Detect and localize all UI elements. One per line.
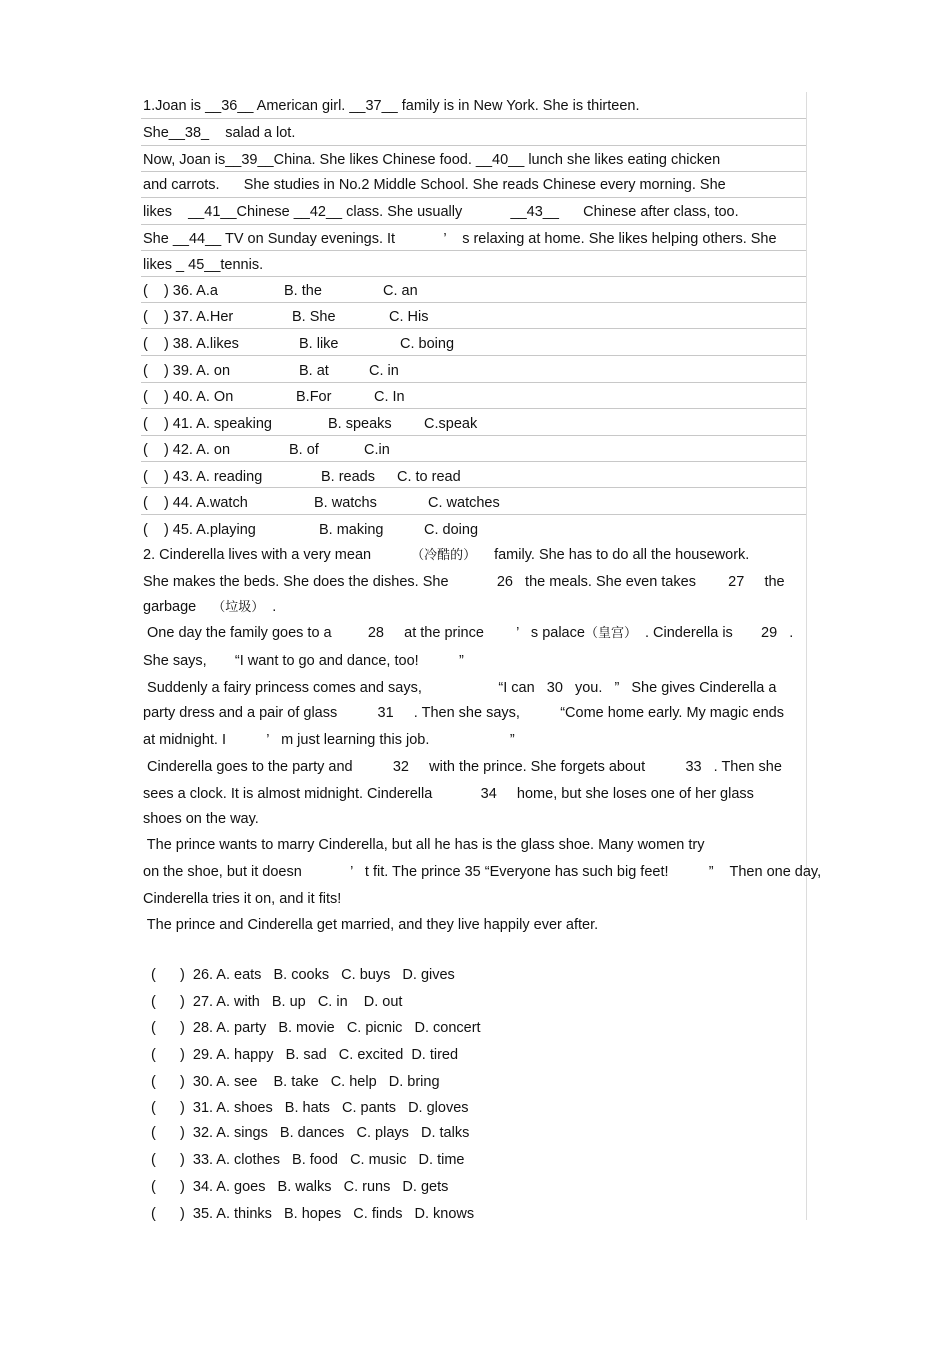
passage-line: party dress and a pair of glass 31 . Then she says, “Come home early. My magic ends bbox=[143, 705, 784, 721]
passage-line: She makes the beds. She does the dishes. She 26 the meals. She even takes 27 the bbox=[143, 574, 785, 590]
question-option-a: ( ) 40. A. On bbox=[143, 389, 234, 405]
text-span: 2. Cinderella lives with a very mean bbox=[143, 547, 372, 563]
row-divider bbox=[141, 355, 806, 356]
question-option-b: B. of bbox=[289, 442, 319, 458]
question-row: ( ) 29. A. happy B. sad C. excited D. tired bbox=[151, 1047, 459, 1063]
text-span: One day the family goes to a 28 at the prince ’ s palace bbox=[143, 625, 585, 641]
chinese-gloss: （垃圾） bbox=[212, 600, 265, 615]
question-option-b: B. at bbox=[299, 363, 329, 379]
question-row: ( ) 35. A. thinks B. hopes C. finds D. knows bbox=[151, 1206, 475, 1222]
row-divider bbox=[141, 302, 806, 303]
question-option-b: B. reads bbox=[321, 469, 375, 485]
passage-line: and carrots. She studies in No.2 Middle School. She reads Chinese every morning. She bbox=[143, 177, 726, 193]
passage-line bbox=[143, 546, 749, 565]
passage-line bbox=[143, 624, 793, 643]
question-option-a: ( ) 45. A.playing bbox=[143, 522, 256, 538]
question-option-c: C. His bbox=[389, 309, 429, 325]
row-divider bbox=[141, 487, 806, 488]
row-divider bbox=[141, 224, 806, 225]
question-option-a: ( ) 42. A. on bbox=[143, 442, 231, 458]
passage-line: She says, “I want to go and dance, too! ” bbox=[143, 653, 464, 669]
text-span: . bbox=[272, 599, 277, 615]
question-option-c: C. In bbox=[374, 389, 405, 405]
question-option-c: C.speak bbox=[424, 416, 478, 432]
question-option-c: C. in bbox=[369, 363, 399, 379]
question-option-c: C. watches bbox=[428, 495, 500, 511]
question-row: ( ) 30. A. see B. take C. help D. bring bbox=[151, 1074, 440, 1090]
question-option-c: C. an bbox=[383, 283, 418, 299]
row-divider bbox=[141, 145, 806, 146]
chinese-gloss: （皇宫） bbox=[584, 626, 637, 641]
row-divider bbox=[141, 328, 806, 329]
row-divider bbox=[141, 514, 806, 515]
row-divider bbox=[141, 276, 806, 277]
passage-line: She__38_ salad a lot. bbox=[143, 125, 296, 141]
question-option-c: C. to read bbox=[397, 469, 461, 485]
question-option-b: B. like bbox=[299, 336, 339, 352]
passage-line: Cinderella goes to the party and 32 with the prince. She forgets about 33 . Then she bbox=[143, 759, 782, 775]
passage-line: Cinderella tries it on, and it fits! bbox=[143, 891, 342, 907]
chinese-gloss: （冷酷的） bbox=[411, 548, 477, 563]
question-option-a: ( ) 37. A.Her bbox=[143, 309, 234, 325]
row-divider bbox=[141, 118, 806, 119]
passage-line: on the shoe, but it doesn ’ t fit. The prince 35 “Everyone has such big feet! ” Then one day, bbox=[143, 864, 822, 880]
passage-line: likes __41__Chinese __42__ class. She usually __43__ Chinese after class, too. bbox=[143, 204, 739, 220]
passage-line: shoes on the way. bbox=[143, 811, 259, 827]
question-row: ( ) 33. A. clothes B. food C. music D. time bbox=[151, 1152, 465, 1168]
question-option-b: B. She bbox=[292, 309, 336, 325]
row-divider bbox=[141, 435, 806, 436]
question-row: ( ) 31. A. shoes B. hats C. pants D. gloves bbox=[151, 1100, 469, 1116]
question-option-a: ( ) 41. A. speaking bbox=[143, 416, 272, 432]
question-option-a: ( ) 44. A.watch bbox=[143, 495, 248, 511]
question-row: ( ) 27. A. with B. up C. in D. out bbox=[151, 994, 403, 1010]
question-option-c: C.in bbox=[364, 442, 390, 458]
row-divider bbox=[141, 250, 806, 251]
passage-line: sees a clock. It is almost midnight. Cinderella 34 home, but she loses one of her glass bbox=[143, 786, 754, 802]
row-divider bbox=[141, 461, 806, 462]
passage-line: Suddenly a fairy princess comes and says, “I can 30 you. ” She gives Cinderella a bbox=[143, 680, 777, 696]
row-divider bbox=[141, 408, 806, 409]
text-span: garbage bbox=[143, 599, 197, 615]
question-option-b: B. making bbox=[319, 522, 384, 538]
question-row: ( ) 26. A. eats B. cooks C. buys D. gives bbox=[151, 967, 455, 983]
passage-line: Now, Joan is__39__China. She likes Chinese food. __40__ lunch she likes eating chicken bbox=[143, 152, 721, 168]
row-divider bbox=[141, 382, 806, 383]
question-option-b: B.For bbox=[296, 389, 332, 405]
question-row: ( ) 34. A. goes B. walks C. runs D. gets bbox=[151, 1179, 449, 1195]
passage-line bbox=[143, 598, 276, 617]
table-border-right bbox=[806, 92, 807, 1220]
question-option-a: ( ) 36. A.a bbox=[143, 283, 218, 299]
question-option-b: B. watchs bbox=[314, 495, 377, 511]
passage-line: She __44__ TV on Sunday evenings. It ’ s relaxing at home. She likes helping others. She bbox=[143, 231, 777, 247]
question-option-a: ( ) 38. A.likes bbox=[143, 336, 239, 352]
text-span: . Cinderella is 29 . bbox=[644, 625, 794, 641]
passage-line: at midnight. I ’ m just learning this job. ” bbox=[143, 732, 515, 748]
passage-line: 1.Joan is __36__ American girl. __37__ family is in New York. She is thirteen. bbox=[143, 98, 640, 114]
question-option-a: ( ) 43. A. reading bbox=[143, 469, 263, 485]
passage-line: The prince and Cinderella get married, and they live happily ever after. bbox=[143, 917, 599, 933]
text-span: family. She has to do all the housework. bbox=[494, 547, 750, 563]
question-option-b: B. the bbox=[284, 283, 322, 299]
row-divider bbox=[141, 171, 806, 172]
question-option-c: C. doing bbox=[424, 522, 479, 538]
question-row: ( ) 32. A. sings B. dances C. plays D. talks bbox=[151, 1125, 470, 1141]
question-option-b: B. speaks bbox=[328, 416, 392, 432]
row-divider bbox=[141, 197, 806, 198]
passage-line: likes _ 45__tennis. bbox=[143, 257, 264, 273]
question-option-c: C. boing bbox=[400, 336, 455, 352]
question-option-a: ( ) 39. A. on bbox=[143, 363, 231, 379]
question-row: ( ) 28. A. party B. movie C. picnic D. concert bbox=[151, 1020, 481, 1036]
passage-line: The prince wants to marry Cinderella, but all he has is the glass shoe. Many women try bbox=[143, 837, 705, 853]
